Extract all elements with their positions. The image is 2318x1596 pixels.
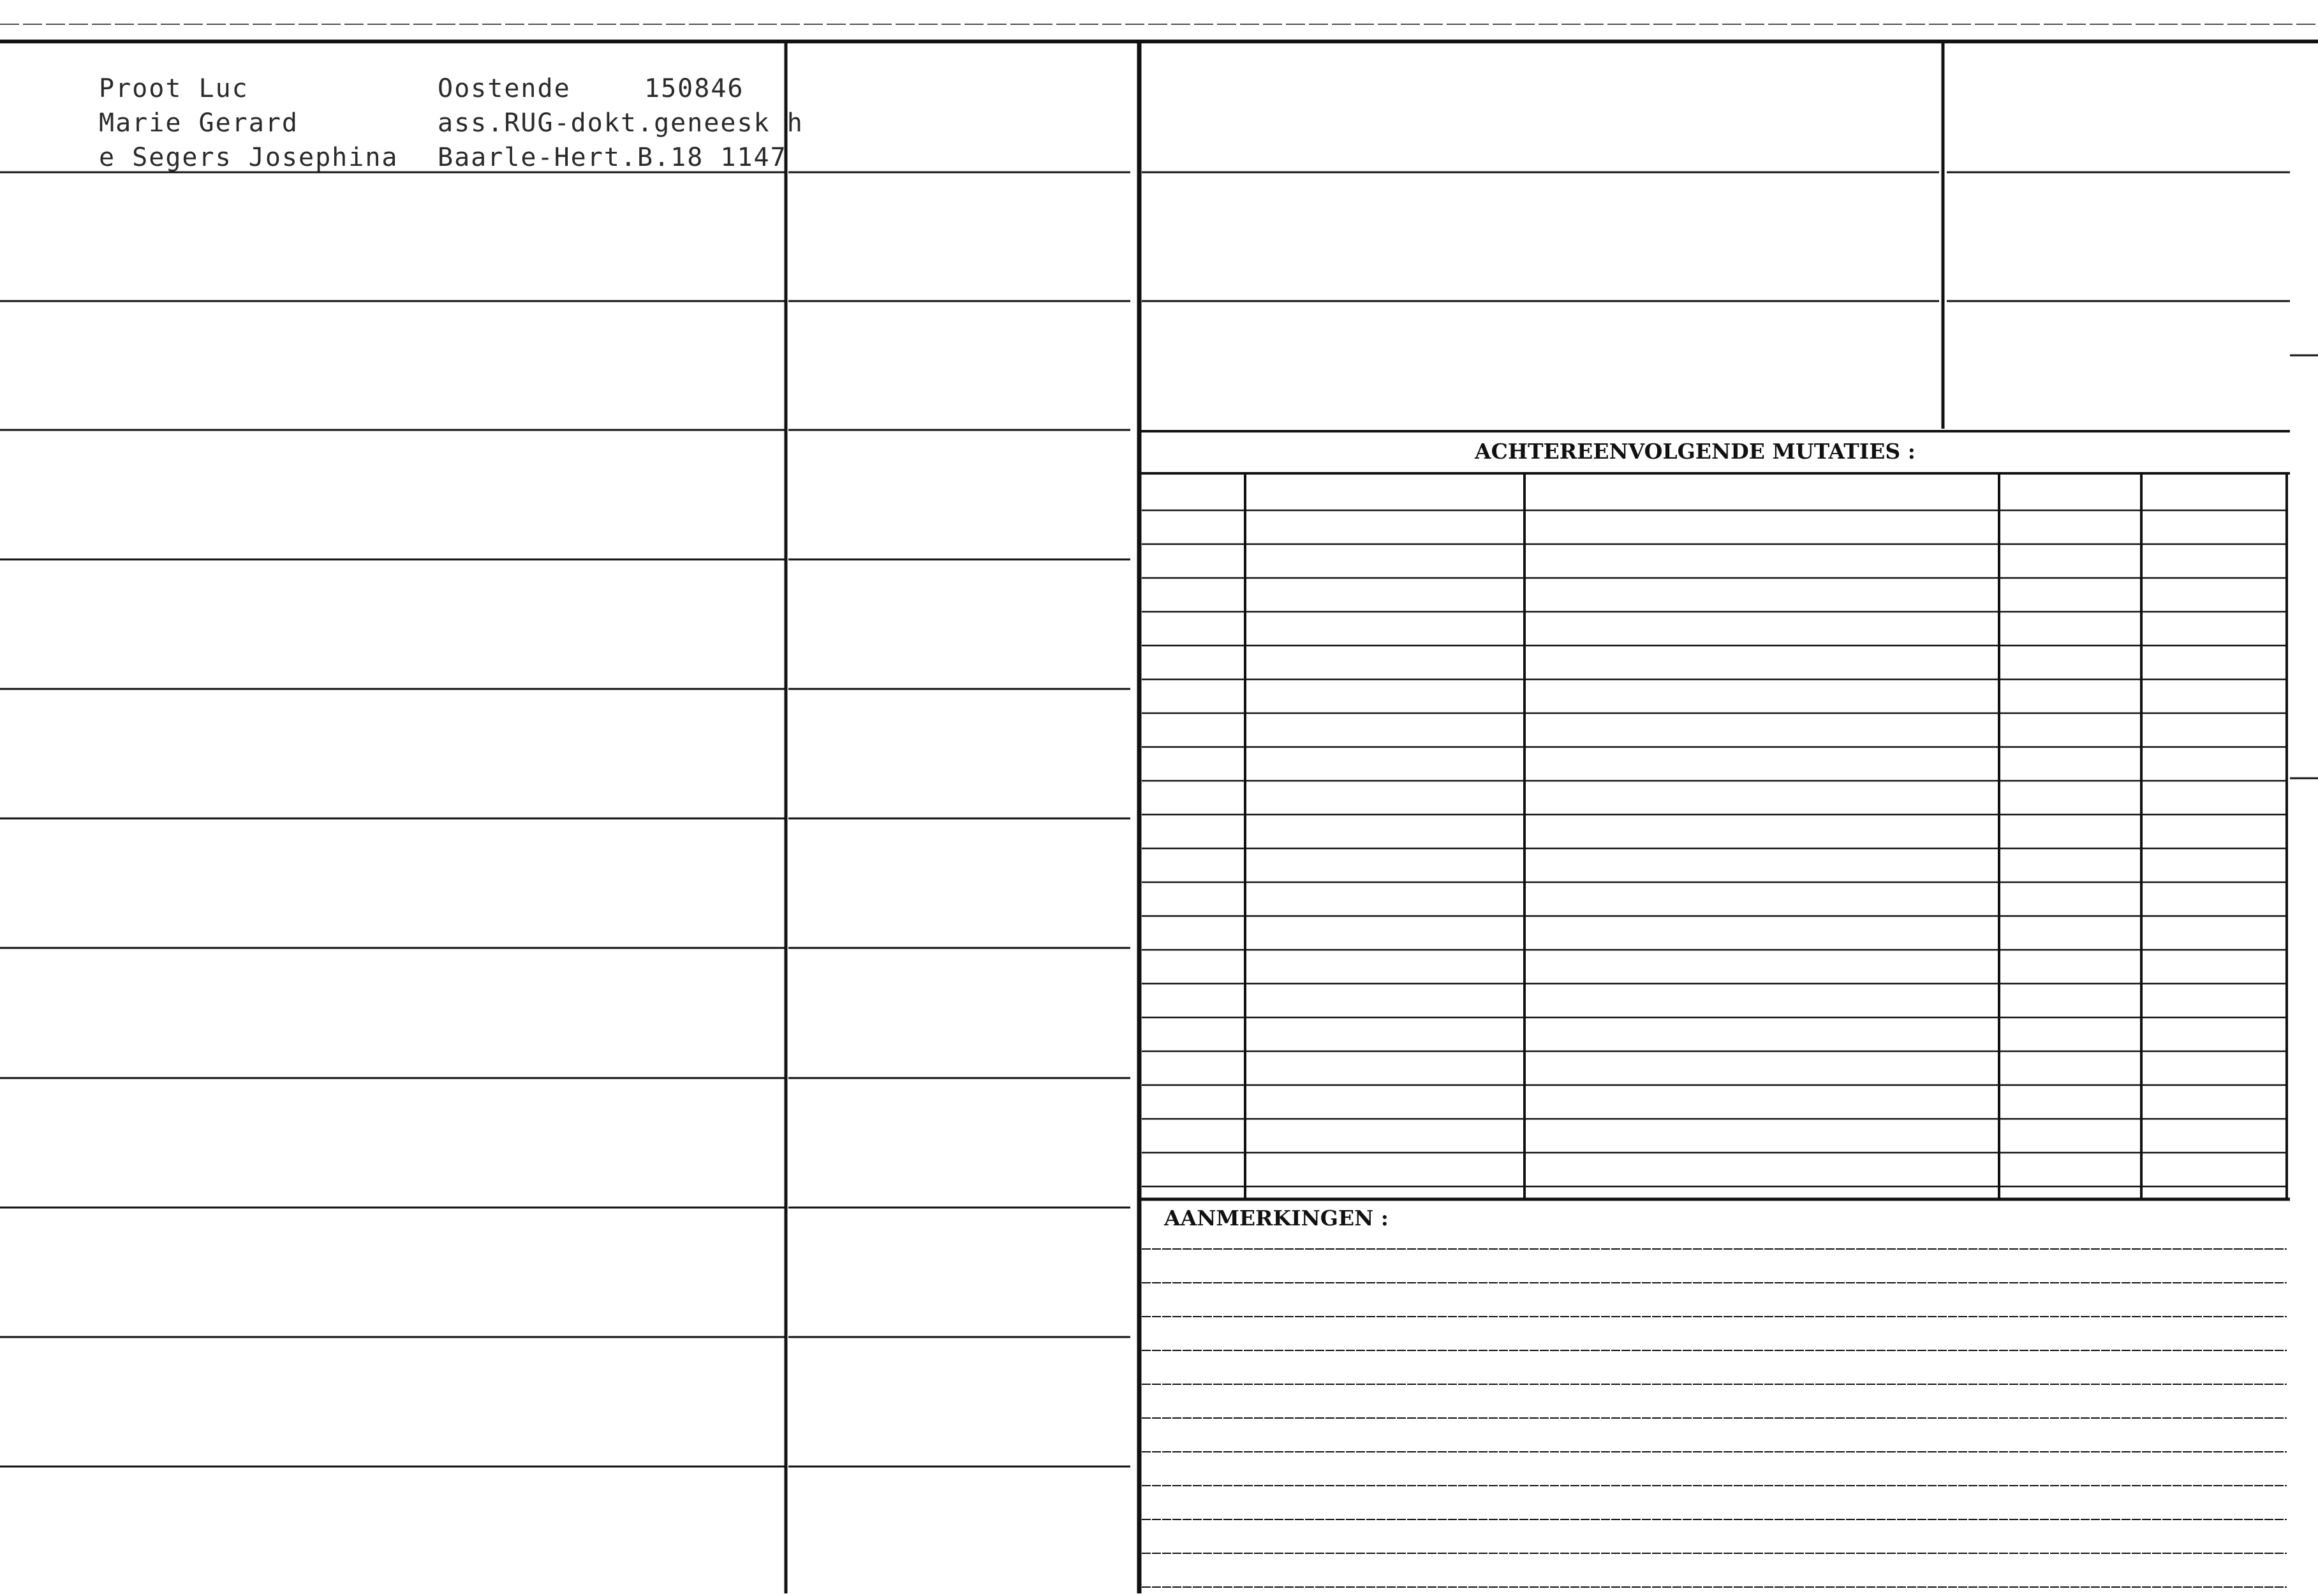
address: Baarle-Hert.B.18 1147 <box>438 143 787 172</box>
person-name: Proot Luc <box>99 74 249 103</box>
remarks-heading: AANMERKINGEN : <box>1164 1206 1389 1230</box>
mutations-heading: ACHTEREENVOLGENDE MUTATIES : <box>1475 439 1916 464</box>
birthplace: Oostende <box>438 74 571 103</box>
birthdate: 150846 <box>644 74 744 103</box>
father-name: Marie Gerard <box>99 108 299 138</box>
occupation: ass.RUG-dokt.geneesk h <box>438 108 804 138</box>
mother-name: e Segers Josephina <box>99 143 399 172</box>
